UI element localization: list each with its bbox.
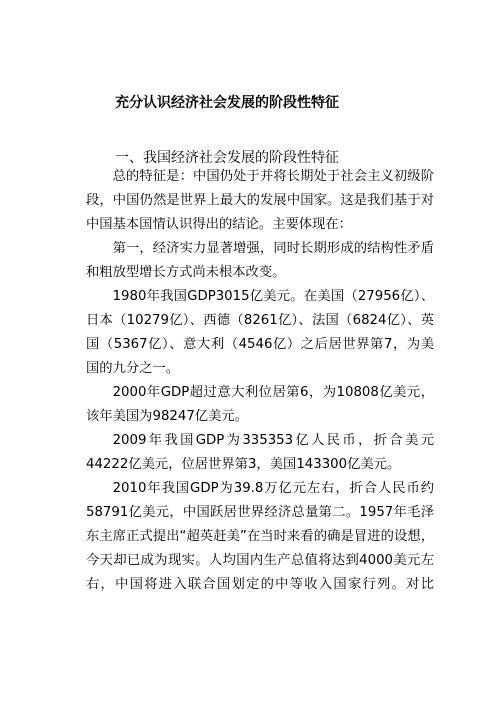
paragraph: 1980年我国GDP3015亿美元。在美国（27956亿）、日本（10279亿）、西德（8261亿）、法国（6824亿）、英国（5367亿）、意大利（4546亿）之后居世界第7，为美国的九分之一。: [86, 289, 434, 376]
paragraph: 第一，经济实力显著增强，同时长期形成的结构性矛盾和粗放型增长方式尚未根本改变。: [86, 241, 434, 280]
paragraph: 总的特征是：中国仍处于并将长期处于社会主义初级阶段，中国仍然是世界上最大的发展中国家。这是我们基于对中国基本国情认识得出的结论。主要体现在：: [86, 169, 434, 232]
paragraph: 2000年GDP超过意大利位居第6，为10808亿美元，该年美国为98247亿美元。: [86, 385, 434, 424]
paragraph: 2010年我国GDP为39.8万亿元左右，折合人民币约58791亿美元，中国跃居世界经济总量第二。1957年毛泽东主席正式提出“超英赶美”在当时来看的确是冒进的设想，今天却已成为现实。人均国内生产总值将达到4000美元左右，中国将进入联合国划定的中等收入国家行列。对比: [86, 481, 434, 592]
document-title: 充分认识经济社会发展的阶段性特征: [115, 95, 339, 111]
section-heading: 一、我国经济社会发展的阶段性特征: [115, 150, 339, 166]
document-body: [86, 165, 434, 597]
paragraph: 2009年我国GDP为335353亿人民币，折合美元44222亿美元，位居世界第3，美国143300亿美元。: [86, 433, 434, 472]
